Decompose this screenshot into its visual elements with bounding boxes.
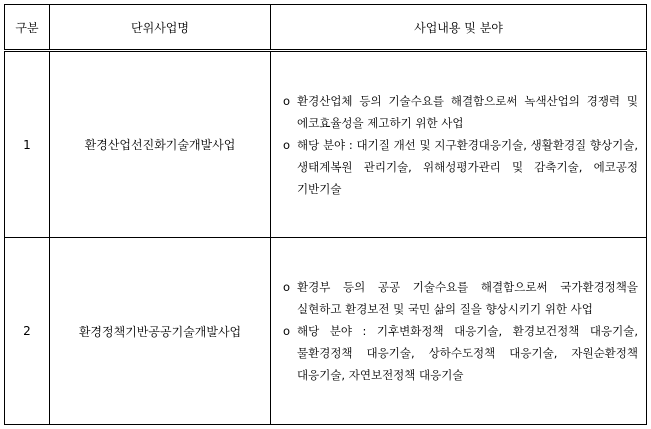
description-text: 해당 분야 : 대기질 개선 및 지구환경대응기술, 생활환경질 향상기술, 생태계복원 관리기술, 위해성평가관리 및 감축기술, 에코공정 기반기술 xyxy=(297,137,638,196)
business-table xyxy=(4,4,647,425)
header-business-content: 사업내용 및 분야 xyxy=(271,5,647,51)
business-name: 환경산업선진화기술개발사업 xyxy=(50,51,271,238)
list-item xyxy=(283,320,638,386)
header-division: 구분 xyxy=(5,5,50,51)
description-text: 환경산업체 등의 기술수요를 해결함으로써 녹색산업의 경쟁력 및 에코효율성을 제고하기 위한 사업 xyxy=(297,93,638,130)
list-item xyxy=(283,90,638,134)
description-text: 환경부 등의 공공 기술수요를 해결함으로써 국가환경정책을 실현하고 환경보전 및 국민 삶의 질을 향상시키기 위한 사업 xyxy=(297,280,638,316)
bullet-marker: o xyxy=(283,93,291,108)
bullet-marker: o xyxy=(283,137,291,152)
description-list xyxy=(283,90,638,200)
bullet-marker: o xyxy=(283,324,291,338)
list-item xyxy=(283,134,638,200)
header-row xyxy=(5,5,647,51)
business-name: 환경정책기반공공기술개발사업 xyxy=(50,238,271,425)
business-description xyxy=(271,51,647,238)
row-number: 2 xyxy=(5,238,50,425)
description-text: 해당 분야 : 기후변화정책 대응기술, 환경보건정책 대응기술, 물환경정책 대응기술, 상하수도정책 대응기술, 자원순환정책 대응기술, 자연보전정책 대응기술 xyxy=(297,324,638,382)
bullet-marker: o xyxy=(283,280,291,294)
list-item xyxy=(283,276,638,320)
description-list xyxy=(283,276,638,386)
table-row xyxy=(5,51,647,238)
header-unit-business-name: 단위사업명 xyxy=(50,5,271,51)
table-row xyxy=(5,238,647,425)
row-number: 1 xyxy=(5,51,50,238)
business-description xyxy=(271,238,647,425)
